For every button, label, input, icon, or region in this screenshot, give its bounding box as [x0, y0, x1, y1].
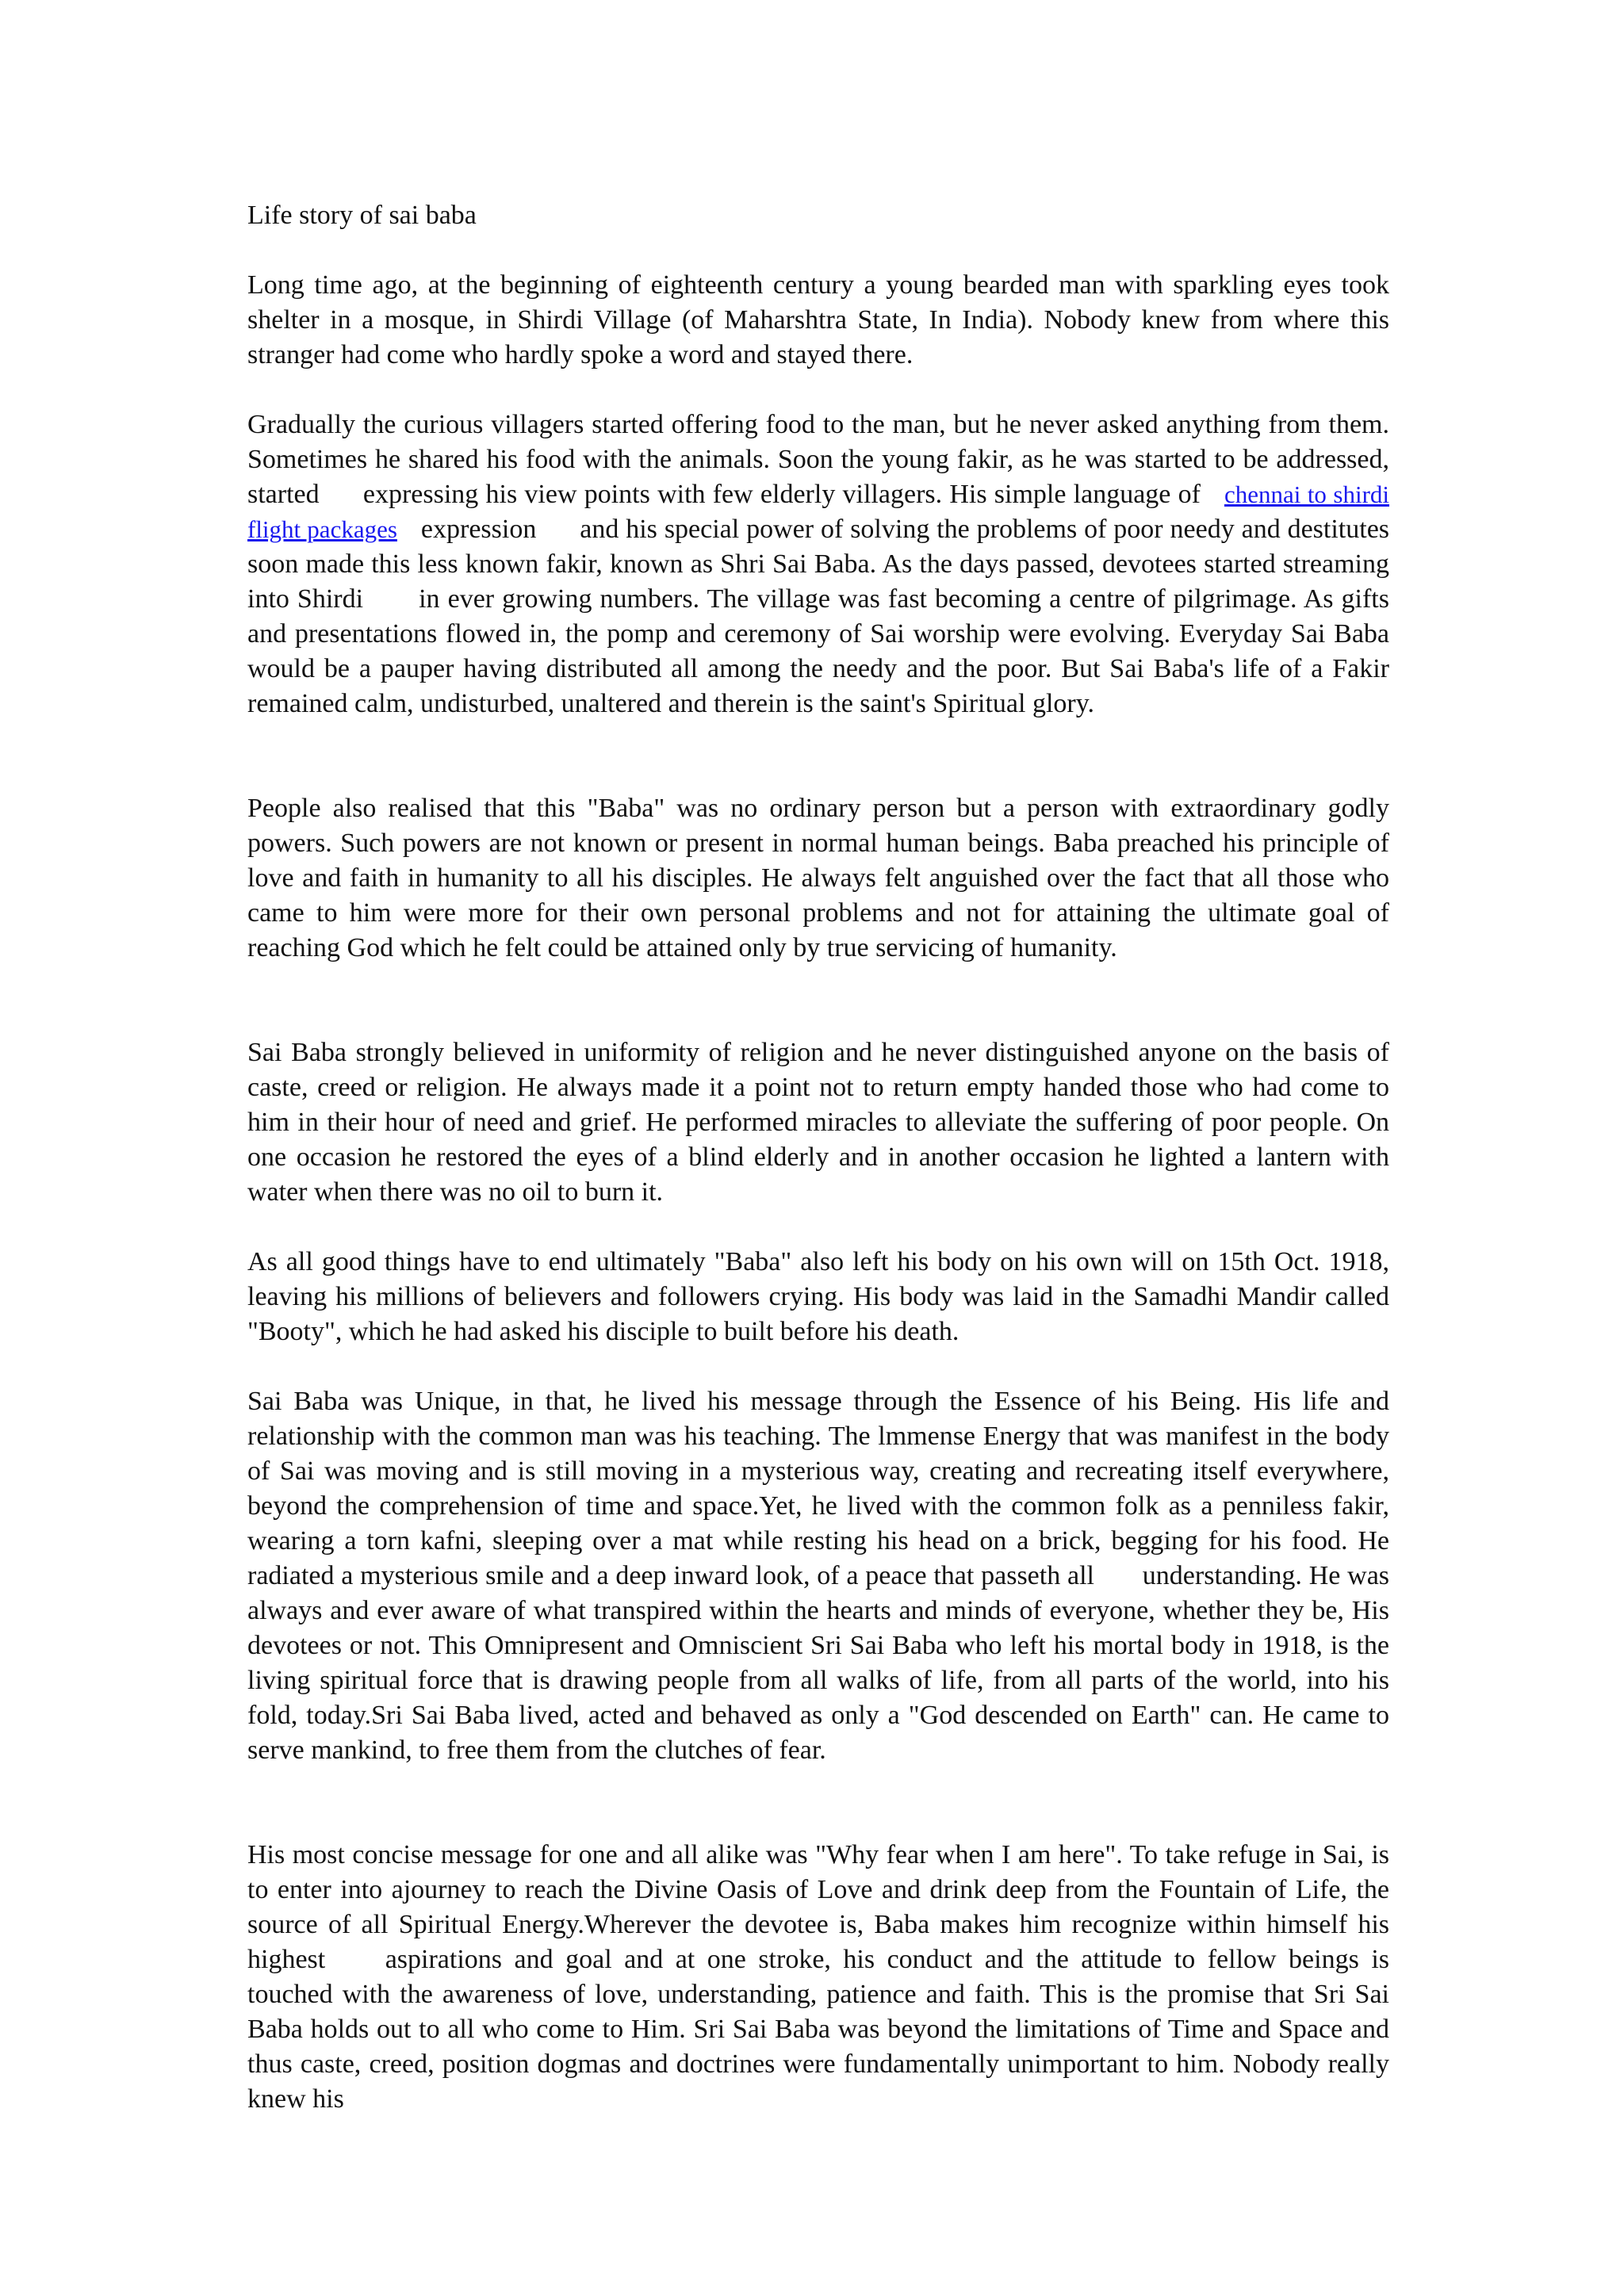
paragraph-2-text-e: in ever growing numbers. The village was fast becoming a centre of pilgrimage. As gifts and presentations flowed in, the pomp and ceremony of Sai worship were evolving. Everyday Sai Baba would be a pauper having distributed all among the needy and the poor. But Sai Baba's life of a Fakir remained calm, undisturbed, unaltered and therein is the saint's Spiritual glory.: [247, 584, 1389, 718]
paragraph-3-text: People also realised that this "Baba" was no ordinary person but a person with extraordinary godly powers. Such powers are not known or present in normal human beings. Baba preached his principle of love and faith in humanity to all his disciples. He always felt anguished over the fact that all those who came to him were more for their own personal problems and not for attaining the ultimate goal of reaching God which he felt could be attained only by true servicing of humanity.: [247, 794, 1389, 962]
paragraph-5-text: As all good things have to end ultimately "Baba" also left his body on his own will on 15th Oct. 1918, leaving his millions of believers and followers crying. His body was laid in the Samadhi Mandir called "Booty", which he had asked his disciple to built before his death.: [247, 1247, 1389, 1346]
paragraph-7-text-b: aspirations and goal and at one stroke, his conduct and the attitude to fellow beings is touched with the awareness of love, understanding, patience and faith. This is the promise that Sri Sai Baba holds out to all who come to Him. Sri Sai Baba was beyond the limitations of Time and Space and thus caste, creed, position dogmas and doctrines were fundamentally unimportant to him. Nobody really knew his: [247, 1945, 1389, 2114]
paragraph-4-text: Sai Baba strongly believed in uniformity of religion and he never distinguished anyone on the basis of caste, creed or religion. He always made it a point not to return empty handed those who had come to him in their hour of need and grief. He performed miracles to alleviate the suffering of poor people. On one occasion he restored the eyes of a blind elderly and in another occasion he lighted a lantern with water when there was no oil to burn it.: [247, 1038, 1389, 1207]
paragraph-2-text-c: expression: [420, 515, 537, 544]
paragraph-5: [247, 1245, 1389, 1349]
paragraph-6: [247, 1384, 1389, 1768]
paragraph-2-text-d: and his special power of solving the problems of poor needy and destitutes soon made this less known fakir, known as Shri Sai Baba. As the days passed, devotees started streaming into Shirdi: [247, 515, 1390, 614]
paragraph-4: [247, 1035, 1389, 1210]
paragraph-3: [247, 791, 1389, 966]
paragraph-2-text-b: expressing his view points with few elderly villagers. His simple language of: [362, 480, 1201, 509]
paragraph-7: [247, 1838, 1389, 2117]
paragraph-6-text-a: Sai Baba was Unique, in that, he lived his message through the Essence of his Being. His life and relationship with the common man was his teaching. The lmmense Energy that was manifest in the body of Sai was moving and is still moving in a mysterious way, creating and recreating itself everywhere, beyond the comprehension of time and space.Yet, he lived with the common folk as a penniless fakir, wearing a torn kafni, sleeping over a mat while resting his head on a brick, begging for his food. He radiated a mysterious smile and a deep inward look, of a peace that passeth all: [247, 1387, 1389, 1590]
paragraph-1-text: Long time ago, at the beginning of eighteenth century a young bearded man with sparkling eyes took shelter in a mosque, in Shirdi Village (of Maharshtra State, In India). Nobody knew from where this stranger had come who hardly spoke a word and stayed there.: [247, 270, 1389, 369]
paragraph-2-text-a: Gradually the curious villagers started offering food to the man, but he never asked anything from them. Sometimes he shared his food with the animals. Soon the young fakir, as he was started to be addressed, started: [247, 410, 1389, 509]
paragraph-6-text-b: understanding. He was always and ever aware of what transpired within the hearts and minds of everyone, whether they be, His devotees or not. This Omnipresent and Omniscient Sri Sai Baba who left his mortal body in 1918, is the living spiritual force that is drawing people from all walks of life, from all parts of the world, into his fold, today.Sri Sai Baba lived, acted and behaved as only a "God descended on Earth" can. He came to serve mankind, to free them from the clutches of fear.: [247, 1561, 1390, 1765]
chennai-shirdi-flight-link[interactable]: chennai to shirdi flight packages: [247, 480, 1390, 543]
document-title: Life story of sai baba: [247, 201, 477, 230]
paragraph-7-text-a: His most concise message for one and all alike was "Why fear when I am here". To take refuge in Sai, is to enter into ajourney to reach the Divine Oasis of Love and drink deep from the Fountain of Life, the source of all Spiritual Energy.Wherever the devotee is, Baba makes him recognize within himself his highest: [247, 1840, 1389, 1974]
paragraph-1: [247, 268, 1389, 373]
paragraph-2: [247, 408, 1389, 721]
